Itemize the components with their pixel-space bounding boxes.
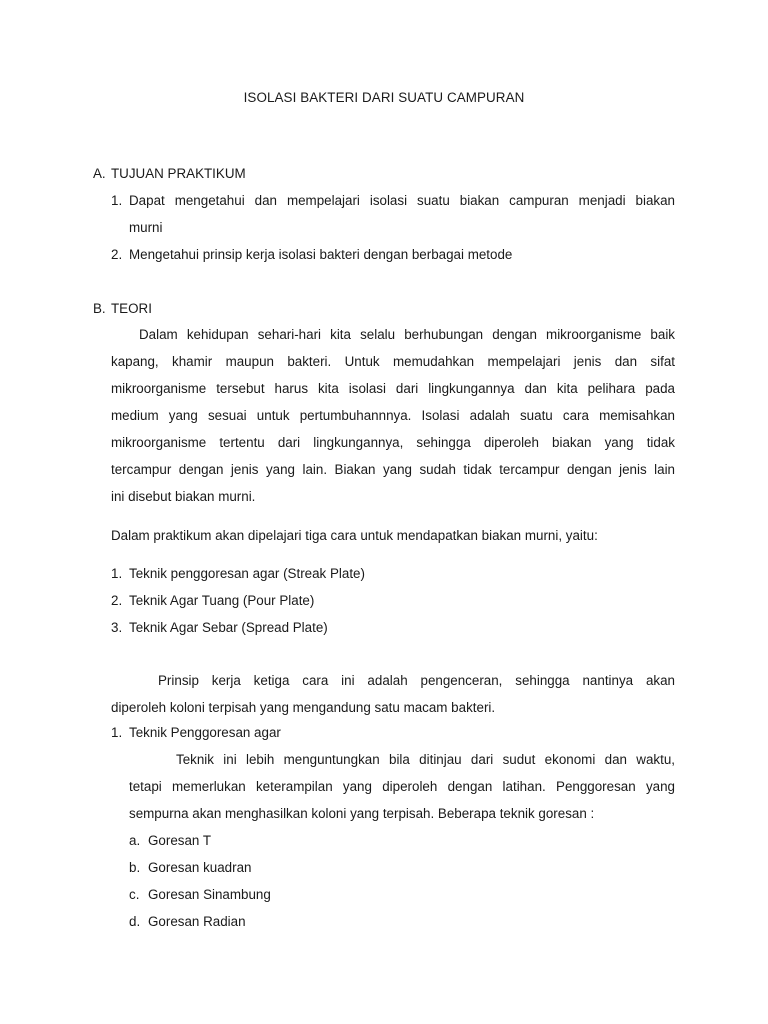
technique-c-letter: c. xyxy=(129,887,140,902)
theory-para1-line: mikroorganisme tersebut harus kita isolasi dari lingkungannya dan kita pelihara pada xyxy=(111,381,675,396)
theory-para1-line: mikroorganisme tertentu dari lingkungannya, sehingga diperoleh biakan yang tidak xyxy=(111,435,675,450)
method-2-text: Teknik Agar Tuang (Pour Plate) xyxy=(129,593,315,608)
subsection-1-heading: Teknik Penggoresan agar xyxy=(129,725,281,740)
technique-d-text: Goresan Radian xyxy=(148,914,246,929)
objective-1-line2: murni xyxy=(129,220,163,235)
streak-para-line: tetapi memerlukan keterampilan yang diperoleh dengan latihan. Penggoresan yang xyxy=(129,779,675,794)
theory-para1-line: tercampur dengan jenis yang lain. Biakan yang sudah tidak tercampur dengan jenis lain xyxy=(111,462,675,477)
technique-b-letter: b. xyxy=(129,860,141,875)
theory-para1-line: medium yang sesuai untuk pertumbuhannnya. Isolasi adalah suatu cara memisahkan xyxy=(111,408,675,423)
method-2-number: 2. xyxy=(111,593,123,608)
technique-a-letter: a. xyxy=(129,833,141,848)
objective-2-number: 2. xyxy=(111,247,123,262)
section-b-label: B. xyxy=(93,301,106,316)
technique-b-text: Goresan kuadran xyxy=(148,860,252,875)
objective-1-number: 1. xyxy=(111,193,123,208)
section-a-label: A. xyxy=(93,166,106,181)
principle-para-line: diperoleh koloni terpisah yang mengandung satu macam bakteri. xyxy=(111,700,496,715)
theory-para1-line: ini disebut biakan murni. xyxy=(111,489,256,504)
section-b-heading: TEORI xyxy=(111,301,152,316)
streak-para-line: sempurna akan menghasilkan koloni yang terpisah. Beberapa teknik goresan : xyxy=(129,806,595,821)
method-3-number: 3. xyxy=(111,620,123,635)
technique-d-letter: d. xyxy=(129,914,141,929)
document-title: ISOLASI BAKTERI DARI SUATU CAMPURAN xyxy=(243,90,525,105)
streak-para-line: Teknik ini lebih menguntungkan bila ditinjau dari sudut ekonomi dan waktu, xyxy=(176,752,675,767)
theory-para2: Dalam praktikum akan dipelajari tiga cara untuk mendapatkan biakan murni, yaitu: xyxy=(111,528,598,543)
method-3-text: Teknik Agar Sebar (Spread Plate) xyxy=(129,620,328,635)
objective-1-line1: Dapat mengetahui dan mempelajari isolasi suatu biakan campuran menjadi biakan xyxy=(129,193,675,208)
theory-para1-line: kapang, khamir maupun bakteri. Untuk memudahkan mempelajari jenis dan sifat xyxy=(111,354,675,369)
method-1-text: Teknik penggoresan agar (Streak Plate) xyxy=(129,566,365,581)
subsection-1-number: 1. xyxy=(111,725,123,740)
objective-2-text: Mengetahui prinsip kerja isolasi bakteri dengan berbagai metode xyxy=(129,247,513,262)
principle-para-line: Prinsip kerja ketiga cara ini adalah pengenceran, sehingga nantinya akan xyxy=(158,673,675,688)
technique-a-text: Goresan T xyxy=(148,833,212,848)
method-1-number: 1. xyxy=(111,566,123,581)
section-a-heading: TUJUAN PRAKTIKUM xyxy=(111,166,246,181)
theory-para1-line: Dalam kehidupan sehari-hari kita selalu berhubungan dengan mikroorganisme baik xyxy=(139,327,675,342)
technique-c-text: Goresan Sinambung xyxy=(148,887,271,902)
